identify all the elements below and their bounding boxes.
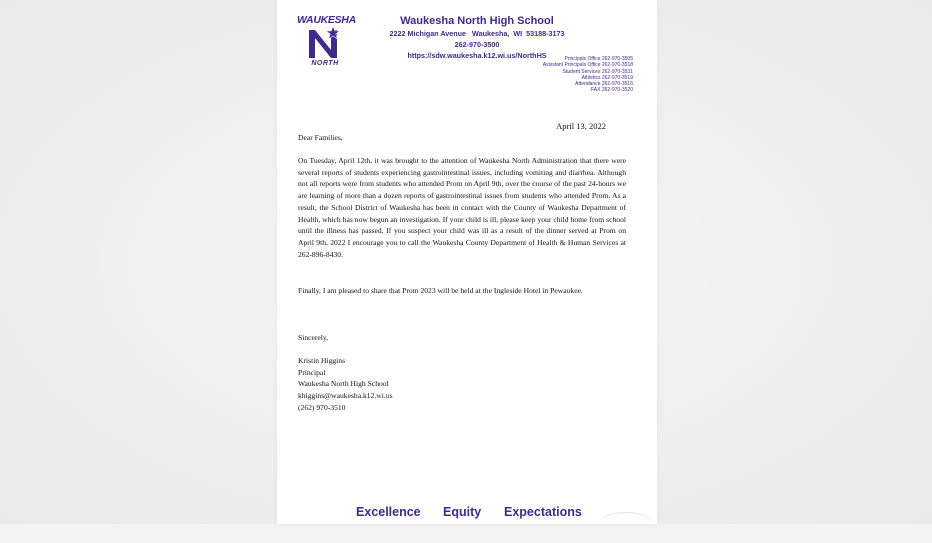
footer-value-equity: Equity	[443, 505, 482, 519]
contact-item: Athletics 262-970-3519	[581, 74, 633, 81]
school-url-link[interactable]: https://sdw.waukesha.k12.wi.us/NorthHS	[407, 51, 547, 60]
signature-name: Kristin Higgins	[298, 356, 346, 365]
contact-list	[543, 56, 633, 94]
school-phone: 262-970-3500	[454, 40, 500, 49]
signature-title: Principal	[298, 367, 326, 377]
contact-item: Student Services 262-970-3531	[562, 68, 633, 75]
footer-values	[0, 505, 932, 523]
logo-top-text: WAUKESHA	[297, 14, 356, 26]
paragraph-main: On Tuesday, April 12th, it was brought to the attention of Waukesha North Administration that there were several reports of students experiencing gastrointestinal issues, including vomiting and diarrhea. Although not all reports were from students who attended Prom on April 9th, over the course of the past 24-hours we are learning of more than a dozen reports of gastrointestinal issues from students who attended Prom. As a result, the School District of Waukesha has been in contact with the County of Waukesha Department of Health, which has now begun an investigation. If your child is ill, please keep your child home from school until the illness has passed. If you suspect your child was ill as a result of the dinner served at Prom on April 9th, 2022 I encourage you to call the Waukesha County Department of Health & Human Services at 262-896-8430.	[298, 156, 626, 259]
footer-value-excellence: Excellence	[356, 505, 421, 519]
salutation: Dear Families,	[298, 133, 343, 142]
signature-block	[298, 355, 626, 414]
signature-email: khiggins@waukesha.k12.wi.us	[298, 391, 393, 401]
letter-date: April 13, 2022	[556, 121, 606, 131]
letterhead-header	[357, 14, 597, 61]
north-star-n-logo-icon	[303, 24, 347, 60]
footer-value-expectations: Expectations	[504, 505, 582, 519]
contact-item: Attendance 262-970-3516	[575, 81, 633, 88]
decorative-arc	[596, 512, 656, 543]
paragraph-prom-2023: Finally, I am pleased to share that Prom 2023 will be held at the Ingleside Hotel in Pewaukee.	[298, 286, 583, 295]
closing: Sincerely,	[298, 333, 329, 342]
school-logo	[297, 14, 356, 70]
signature-school: Waukesha North High School	[298, 379, 389, 389]
school-address: 2222 Michigan Avenue Waukesha, WI 53188-3173	[389, 29, 565, 38]
logo-bottom-text: NORTH	[311, 60, 339, 67]
contact-item: Principals Office 262-970-3505	[564, 56, 633, 62]
contact-item: Assistant Principals Office 262-970-3518	[542, 62, 633, 69]
contact-item: FAX 262-970-3520	[591, 87, 633, 94]
school-name: Waukesha North High School	[400, 15, 554, 27]
letter-page	[277, 0, 657, 524]
signature-phone: (262) 970-3510	[298, 402, 346, 412]
